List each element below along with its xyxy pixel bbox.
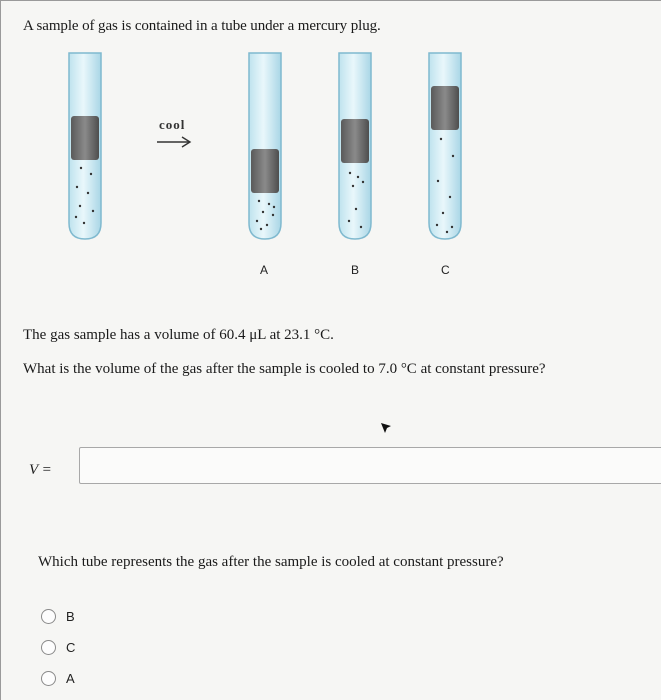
volume-label: V = xyxy=(29,462,52,478)
radio-button[interactable] xyxy=(41,609,56,624)
tube-b xyxy=(339,53,371,239)
mercury-plug xyxy=(431,86,459,130)
volume-question: What is the volume of the gas after the sample is cooled to 7.0 °C at constant pressure? xyxy=(23,361,546,377)
option-label: C xyxy=(66,639,76,655)
option-label: A xyxy=(66,670,75,686)
mercury-plug xyxy=(71,116,99,160)
tube-a-label: A xyxy=(260,263,269,277)
tubes-figure xyxy=(1,41,661,291)
initial-tube xyxy=(69,53,101,239)
radio-button[interactable] xyxy=(41,640,56,655)
tube-c xyxy=(429,53,461,239)
cool-arrow xyxy=(157,137,190,147)
option-a[interactable] xyxy=(41,668,75,688)
tube-a xyxy=(249,53,281,239)
option-c[interactable] xyxy=(41,637,75,657)
volume-statement: The gas sample has a volume of 60.4 μL at 23.1 °C. xyxy=(23,327,334,343)
option-b[interactable] xyxy=(41,606,75,626)
mercury-plug xyxy=(251,149,279,193)
radio-button[interactable] xyxy=(41,671,56,686)
tube-question: Which tube represents the gas after the sample is cooled at constant pressure? xyxy=(38,554,504,570)
mercury-plug xyxy=(341,119,369,163)
tube-b-label: B xyxy=(351,263,360,277)
cool-label: cool xyxy=(159,117,186,132)
option-label: B xyxy=(66,608,75,624)
volume-input[interactable] xyxy=(79,447,661,484)
mouse-cursor-icon xyxy=(378,420,394,436)
intro-text: A sample of gas is contained in a tube under a mercury plug. xyxy=(23,18,381,34)
tube-c-label: C xyxy=(441,263,450,277)
tubes-illustration xyxy=(1,41,661,291)
